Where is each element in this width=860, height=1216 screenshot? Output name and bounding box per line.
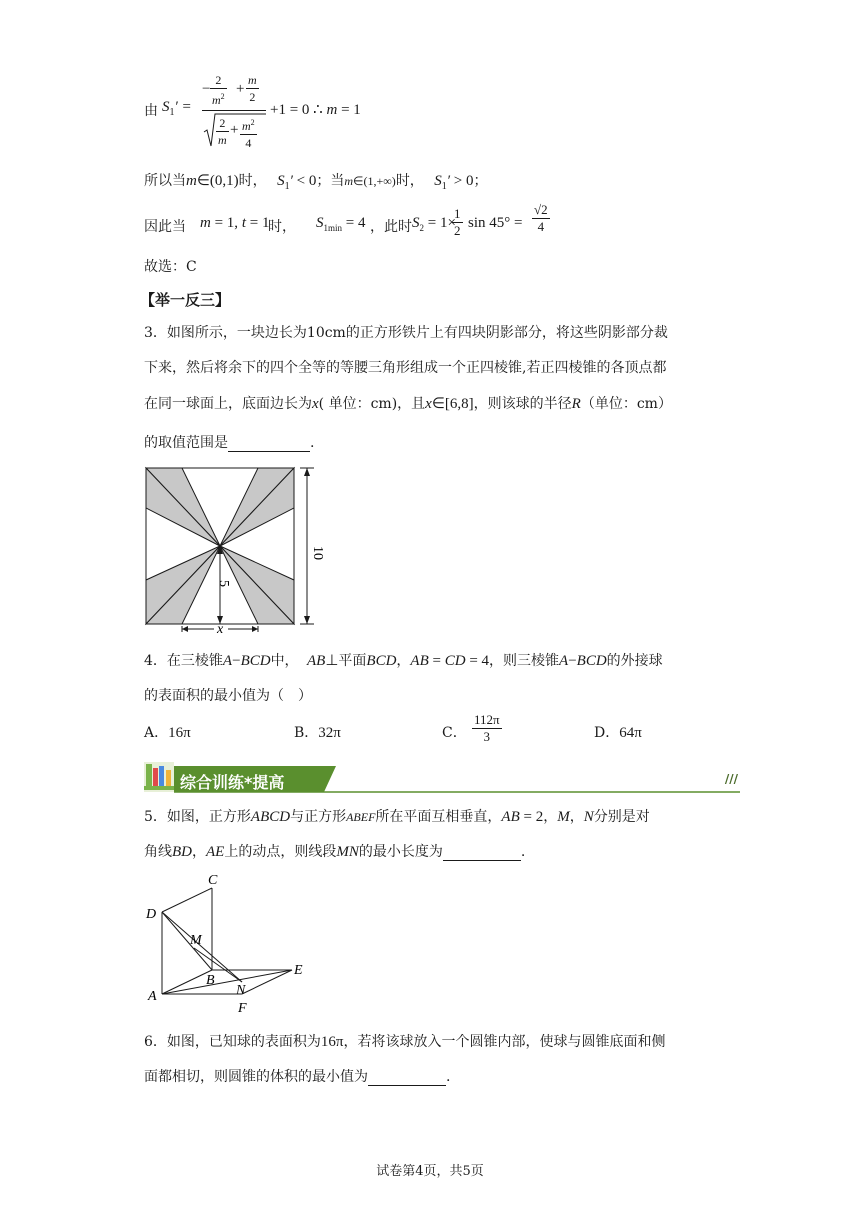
text-so-when: 所以当 [144, 173, 186, 189]
text-when: 时， [268, 219, 296, 235]
text-when: 时， [238, 173, 267, 189]
label-c: C [208, 873, 218, 888]
answer-line: 故选：C [144, 259, 197, 275]
label-e: E [294, 963, 303, 978]
answer-blank [443, 846, 521, 861]
answer-blank [228, 437, 310, 452]
s1-prime: $S_1'$ = [162, 99, 192, 118]
q3-line2: 下来，然后将余下的四个全等的等腰三角形组成一个正四棱锥,若正四棱锥的各顶点都 [144, 360, 667, 376]
fig-label-x: x [217, 622, 224, 634]
q3-line3: 在同一球面上，底面边长为x( 单位：cm)，且x∈[6,8]，则该球的半径R（单位：cm） [144, 396, 672, 412]
fig-label-side: 10 [310, 546, 325, 560]
label-d: D [146, 907, 157, 922]
section-banner [144, 758, 740, 794]
fig-label-half: 5 [216, 580, 231, 587]
q5-cube-figure [140, 868, 320, 1018]
label-b: B [206, 973, 215, 988]
q3-line1: 3．如图所示，一块边长为10cm的正方形铁片上有四块阴影部分，将这些阴影部分裁 [144, 325, 668, 341]
q5-line1: 5．如图，正方形ABCD与正方形ABEF所在平面互相垂直，AB = 2，M，N分别是对 [144, 809, 650, 825]
q6-line1: 6．如图，已知球的表面积为16π，若将该球放入一个圆锥内部，使球与圆锥底面和侧 [144, 1034, 666, 1050]
q3-square-figure [140, 462, 330, 634]
text-when3: 时， [395, 173, 424, 189]
text-at-this-time: ，此时 [370, 219, 412, 235]
q4-option-d[interactable]: D．64π [594, 725, 642, 741]
answer-blank [368, 1071, 446, 1086]
q4-option-b[interactable]: B．32π [294, 725, 341, 741]
label-m: M [190, 933, 202, 948]
text-when2: ；当 [316, 173, 345, 189]
text-semicolon: ； [473, 173, 488, 189]
banner-mark: /// [724, 772, 738, 786]
sign-analysis-line: 所以当m∈(0,1)时， $S_1' < 0$；当m∈(1,+∞)时， $S_1' > 0$； [144, 173, 488, 192]
q5-line2: 角线BD，AE上的动点，则线段MN的最小长度为 . [144, 844, 526, 860]
page-footer: 试卷第4页，共5页 [376, 1164, 484, 1179]
label-n: N [236, 983, 246, 998]
q3-line4: 的取值范围是 . [144, 435, 315, 451]
banner-title: 综合训练*提高 [180, 773, 285, 792]
q4-option-a[interactable]: A．16π [144, 725, 191, 741]
text-therefore: 因此当 [144, 219, 186, 235]
q6-line2: 面都相切，则圆锥的体积的最小值为 . [144, 1069, 451, 1085]
label-f: F [238, 1001, 247, 1016]
q4-line2: 的表面积的最小值为（ ） [144, 688, 312, 704]
line1-prefix: 由 [144, 103, 158, 119]
label-a: A [148, 989, 157, 1004]
equation-tail: +1 = 0 ∴ m = 1 [270, 102, 361, 118]
section-title-practice: 【举一反三】 [140, 291, 231, 309]
q4-line1: 4．在三棱锥A−BCD中， AB⊥平面BCD，AB = CD = 4，则三棱锥A−BCD的外接球 [144, 653, 663, 669]
